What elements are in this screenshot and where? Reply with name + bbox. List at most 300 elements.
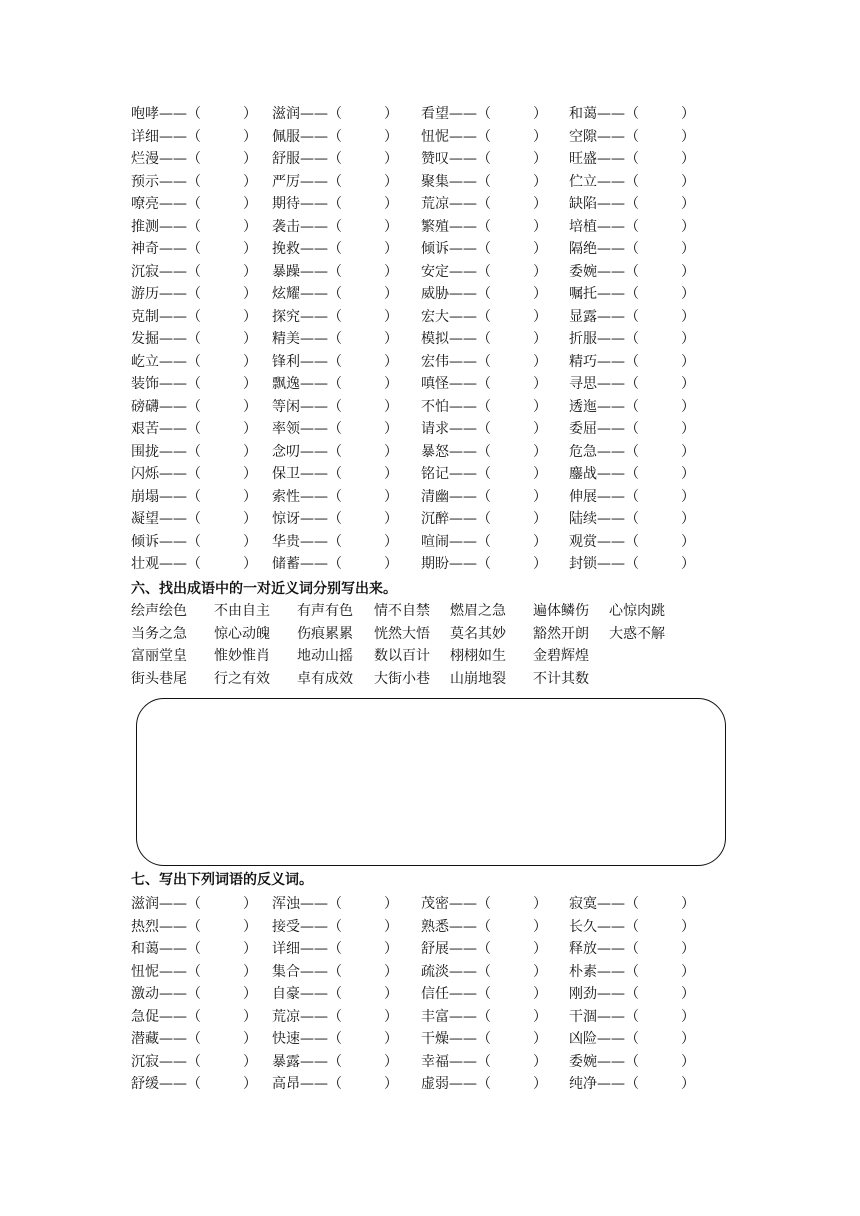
word-blank-item[interactable] (272, 261, 398, 284)
word-blank-item[interactable] (272, 351, 398, 374)
word-blank-item[interactable] (569, 216, 695, 239)
word-blank-item[interactable] (421, 283, 547, 306)
word-label: 繁殖 (421, 218, 449, 235)
word-blank-item[interactable] (272, 306, 398, 329)
word-blank-item[interactable] (131, 261, 257, 284)
answer-blank[interactable]: ——（ ） (597, 263, 695, 280)
antonym-blank-item[interactable] (421, 1006, 547, 1029)
word-blank-item[interactable] (272, 103, 398, 126)
word-blank-item[interactable] (421, 328, 547, 351)
word-label: 模拟 (421, 331, 449, 347)
word-label: 炫耀 (272, 286, 300, 302)
word-blank-item[interactable] (421, 171, 547, 194)
answer-blank[interactable]: ——（ ） (159, 918, 257, 935)
answer-blank[interactable]: ——（ ） (449, 488, 547, 505)
word-label: 聚集 (421, 173, 449, 190)
answer-blank[interactable]: ——（ ） (449, 1031, 547, 1047)
word-blank-item[interactable] (272, 553, 398, 576)
answer-blank[interactable]: ——（ ） (449, 556, 547, 572)
word-label: 高昂 (272, 1076, 300, 1092)
word-blank-item[interactable] (421, 531, 547, 554)
answer-blank[interactable]: ——（ ） (449, 986, 547, 1002)
answer-blank[interactable]: ——（ ） (597, 376, 695, 392)
word-blank-item[interactable] (569, 441, 695, 464)
antonym-blank-item[interactable] (272, 916, 398, 939)
answer-blank[interactable]: ——（ ） (597, 1076, 695, 1092)
answer-blank[interactable]: ——（ ） (597, 308, 695, 325)
word-blank-item[interactable] (421, 306, 547, 329)
word-blank-item[interactable] (569, 328, 695, 351)
antonym-blank-item[interactable] (569, 916, 695, 939)
answer-blank[interactable]: ——（ ） (597, 331, 695, 347)
word-blank-item[interactable] (131, 103, 257, 126)
answer-blank[interactable]: ——（ ） (300, 941, 398, 957)
word-label: 率领 (272, 421, 300, 437)
answer-blank[interactable]: ——（ ） (300, 173, 398, 190)
word-blank-item[interactable] (569, 531, 695, 554)
answer-blank[interactable]: ——（ ） (159, 963, 257, 980)
word-label: 危急 (569, 443, 597, 460)
antonym-blank-item[interactable] (569, 1051, 695, 1074)
answer-blank[interactable]: ——（ ） (300, 1008, 398, 1025)
answer-blank[interactable]: ——（ ） (159, 376, 257, 392)
answer-blank[interactable]: ——（ ） (159, 263, 257, 280)
word-blank-item[interactable] (272, 283, 398, 306)
answer-blank[interactable]: ——（ ） (159, 511, 257, 527)
antonym-blank-item[interactable] (272, 961, 398, 984)
antonym-blank-item[interactable] (569, 1028, 695, 1051)
word-label: 索性 (272, 488, 300, 505)
antonym-blank-item[interactable] (131, 916, 257, 939)
answer-blank[interactable]: ——（ ） (449, 443, 547, 460)
word-label: 安定 (421, 263, 449, 280)
word-blank-item[interactable] (272, 171, 398, 194)
word-label: 烂漫 (131, 151, 159, 167)
answer-blank[interactable]: ——（ ） (449, 1008, 547, 1025)
word-label: 期盼 (421, 556, 449, 572)
idiom: 莫名其妙 (450, 625, 506, 642)
word-label: 嘱托 (569, 286, 597, 302)
antonym-blank-item[interactable] (131, 1051, 257, 1074)
antonym-blank-item[interactable] (272, 1028, 398, 1051)
idiom: 不由自主 (214, 603, 270, 619)
word-blank-item[interactable] (131, 328, 257, 351)
answer-blank[interactable]: ——（ ） (300, 896, 398, 912)
antonym-blank-item[interactable] (569, 893, 695, 916)
antonym-blank-item[interactable] (131, 1006, 257, 1029)
word-blank-item[interactable] (272, 148, 398, 171)
word-blank-item[interactable] (131, 373, 257, 396)
word-label: 等闲 (272, 398, 300, 415)
answer-blank[interactable]: ——（ ） (597, 151, 695, 167)
word-label: 惊讶 (272, 511, 300, 527)
answer-blank[interactable]: ——（ ） (300, 918, 398, 935)
idiom: 情不自禁 (374, 603, 430, 619)
antonym-blank-item[interactable] (272, 1051, 398, 1074)
answer-blank[interactable]: ——（ ） (159, 218, 257, 235)
word-label: 暴怒 (421, 443, 449, 460)
word-label: 飘逸 (272, 376, 300, 392)
word-blank-item[interactable] (421, 193, 547, 216)
word-blank-item[interactable] (421, 418, 547, 441)
answer-blank[interactable]: ——（ ） (597, 1008, 695, 1025)
answer-blank[interactable]: ——（ ） (300, 443, 398, 460)
word-blank-item[interactable] (569, 486, 695, 509)
antonym-blank-item[interactable] (569, 938, 695, 961)
word-label: 期待 (272, 196, 300, 212)
antonym-blank-item[interactable] (131, 938, 257, 961)
answer-blank[interactable]: ——（ ） (597, 556, 695, 572)
answer-blank[interactable]: ——（ ） (449, 218, 547, 235)
answer-blank[interactable]: ——（ ） (597, 963, 695, 980)
answer-blank[interactable]: ——（ ） (159, 466, 257, 482)
word-label: 看望 (421, 106, 449, 122)
answer-blank[interactable]: ——（ ） (159, 443, 257, 460)
word-label: 艰苦 (131, 421, 159, 437)
answer-blank[interactable]: ——（ ） (159, 533, 257, 550)
word-blank-item[interactable] (131, 531, 257, 554)
idiom: 伤痕累累 (297, 625, 353, 642)
answer-blank[interactable]: ——（ ） (159, 241, 257, 257)
answer-blank[interactable]: ——（ ） (159, 398, 257, 415)
answer-blank[interactable]: ——（ ） (159, 308, 257, 325)
word-blank-item[interactable] (131, 553, 257, 576)
word-label: 精美 (272, 331, 300, 347)
answer-blank[interactable]: ——（ ） (597, 918, 695, 935)
antonym-blank-item[interactable] (272, 1006, 398, 1029)
antonym-blank-item[interactable] (421, 961, 547, 984)
word-label: 严厉 (272, 173, 300, 190)
idiom: 豁然开朗 (533, 625, 589, 642)
word-blank-item[interactable] (569, 418, 695, 441)
word-blank-item[interactable] (421, 351, 547, 374)
answer-blank[interactable]: ——（ ） (449, 106, 547, 122)
word-label: 委屈 (569, 421, 597, 437)
answer-blank[interactable]: ——（ ） (597, 106, 695, 122)
answer-blank[interactable]: ——（ ） (597, 466, 695, 482)
section7-title: 七、写出下列词语的反义词。 (131, 872, 313, 888)
idiom: 卓有成效 (297, 670, 353, 687)
answer-blank[interactable]: ——（ ） (300, 1053, 398, 1070)
answer-blank[interactable]: ——（ ） (159, 488, 257, 505)
word-blank-item[interactable] (272, 463, 398, 486)
antonym-blank-item[interactable] (272, 893, 398, 916)
word-label: 潜藏 (131, 1031, 159, 1047)
word-label: 威胁 (421, 286, 449, 302)
answer-blank[interactable]: ——（ ） (159, 286, 257, 302)
answer-blank[interactable]: ——（ ） (597, 421, 695, 437)
answer-blank[interactable]: ——（ ） (300, 151, 398, 167)
word-blank-item[interactable] (569, 238, 695, 261)
answer-blank[interactable]: ——（ ） (597, 488, 695, 505)
word-label: 凶险 (569, 1031, 597, 1047)
answer-blank[interactable]: ——（ ） (300, 398, 398, 415)
word-blank-item[interactable] (131, 351, 257, 374)
antonym-blank-item[interactable] (272, 983, 398, 1006)
idiom: 街头巷尾 (131, 670, 187, 687)
word-blank-item[interactable] (131, 396, 257, 419)
answer-blank[interactable]: ——（ ） (449, 286, 547, 302)
answer-blank[interactable]: ——（ ） (159, 986, 257, 1002)
answer-blank[interactable]: ——（ ） (159, 128, 257, 145)
answer-blank[interactable]: ——（ ） (449, 1053, 547, 1070)
answer-blank[interactable]: ——（ ） (159, 196, 257, 212)
word-blank-item[interactable] (131, 193, 257, 216)
answer-box[interactable] (136, 698, 726, 866)
idiom: 金碧辉煌 (533, 648, 589, 664)
word-blank-item[interactable] (272, 328, 398, 351)
answer-blank[interactable]: ——（ ） (300, 376, 398, 392)
answer-blank[interactable]: ——（ ） (449, 331, 547, 347)
word-blank-item[interactable] (272, 441, 398, 464)
answer-blank[interactable]: ——（ ） (449, 1076, 547, 1092)
answer-blank[interactable]: ——（ ） (159, 1076, 257, 1092)
antonym-blank-item[interactable] (421, 1051, 547, 1074)
word-label: 游历 (131, 286, 159, 302)
word-blank-item[interactable] (421, 261, 547, 284)
word-label: 隔绝 (569, 241, 597, 257)
word-blank-item[interactable] (131, 216, 257, 239)
answer-blank[interactable]: ——（ ） (159, 331, 257, 347)
answer-blank[interactable]: ——（ ） (300, 986, 398, 1002)
word-blank-item[interactable] (421, 441, 547, 464)
word-blank-item[interactable] (131, 508, 257, 531)
word-blank-item[interactable] (421, 553, 547, 576)
antonym-blank-item[interactable] (131, 1028, 257, 1051)
word-blank-item[interactable] (131, 418, 257, 441)
word-blank-item[interactable] (421, 148, 547, 171)
answer-blank[interactable]: ——（ ） (300, 106, 398, 122)
word-blank-item[interactable] (569, 148, 695, 171)
answer-blank[interactable]: ——（ ） (449, 466, 547, 482)
answer-blank[interactable]: ——（ ） (597, 128, 695, 145)
answer-blank[interactable]: ——（ ） (159, 421, 257, 437)
word-blank-item[interactable] (569, 396, 695, 419)
antonym-blank-item[interactable] (131, 961, 257, 984)
answer-blank[interactable]: ——（ ） (300, 421, 398, 437)
answer-blank[interactable]: ——（ ） (449, 941, 547, 957)
word-blank-item[interactable] (569, 283, 695, 306)
word-label: 荒凉 (421, 196, 449, 212)
answer-blank[interactable]: ——（ ） (300, 196, 398, 212)
answer-blank[interactable]: ——（ ） (300, 466, 398, 482)
word-label: 详细 (272, 941, 300, 957)
answer-blank[interactable]: ——（ ） (159, 173, 257, 190)
answer-blank[interactable]: ——（ ） (449, 896, 547, 912)
answer-blank[interactable]: ——（ ） (597, 1053, 695, 1070)
word-blank-item[interactable] (421, 486, 547, 509)
word-blank-item[interactable] (131, 283, 257, 306)
word-label: 宏大 (421, 308, 449, 325)
answer-blank[interactable]: ——（ ） (597, 941, 695, 957)
answer-blank[interactable]: ——（ ） (449, 263, 547, 280)
word-blank-item[interactable] (272, 508, 398, 531)
answer-blank[interactable]: ——（ ） (449, 963, 547, 980)
answer-blank[interactable]: ——（ ） (449, 128, 547, 145)
answer-blank[interactable]: ——（ ） (300, 556, 398, 572)
word-blank-item[interactable] (569, 126, 695, 149)
answer-blank[interactable]: ——（ ） (449, 173, 547, 190)
answer-blank[interactable]: ——（ ） (449, 533, 547, 550)
answer-blank[interactable]: ——（ ） (159, 353, 257, 370)
answer-blank[interactable]: ——（ ） (597, 353, 695, 370)
antonym-blank-item[interactable] (421, 893, 547, 916)
answer-blank[interactable]: ——（ ） (449, 151, 547, 167)
antonym-blank-item[interactable] (569, 961, 695, 984)
word-label: 推测 (131, 218, 159, 235)
answer-blank[interactable]: ——（ ） (449, 421, 547, 437)
word-label: 滋润 (131, 896, 159, 912)
answer-blank[interactable]: ——（ ） (597, 196, 695, 212)
antonym-blank-item[interactable] (272, 938, 398, 961)
answer-blank[interactable]: ——（ ） (300, 1031, 398, 1047)
word-blank-item[interactable] (569, 171, 695, 194)
answer-blank[interactable]: ——（ ） (597, 398, 695, 415)
word-blank-item[interactable] (421, 373, 547, 396)
answer-blank[interactable]: ——（ ） (300, 1076, 398, 1092)
word-label: 神奇 (131, 241, 159, 257)
word-blank-item[interactable] (272, 531, 398, 554)
answer-blank[interactable]: ——（ ） (159, 941, 257, 957)
word-label: 封锁 (569, 556, 597, 572)
word-blank-item[interactable] (272, 418, 398, 441)
antonym-blank-item[interactable] (421, 1073, 547, 1096)
answer-blank[interactable]: ——（ ） (300, 241, 398, 257)
word-blank-item[interactable] (131, 148, 257, 171)
answer-blank[interactable]: ——（ ） (300, 353, 398, 370)
answer-blank[interactable]: ——（ ） (159, 1008, 257, 1025)
word-blank-item[interactable] (272, 396, 398, 419)
antonym-blank-item[interactable] (421, 983, 547, 1006)
answer-blank[interactable]: ——（ ） (300, 128, 398, 145)
word-label: 沉醉 (421, 511, 449, 527)
word-blank-item[interactable] (569, 508, 695, 531)
word-label: 长久 (569, 918, 597, 935)
word-blank-item[interactable] (421, 463, 547, 486)
answer-blank[interactable]: ——（ ） (300, 533, 398, 550)
answer-blank[interactable]: ——（ ） (159, 1031, 257, 1047)
antonym-blank-item[interactable] (569, 1006, 695, 1029)
word-blank-item[interactable] (131, 238, 257, 261)
word-blank-item[interactable] (272, 486, 398, 509)
word-label: 朴素 (569, 963, 597, 980)
word-blank-item[interactable] (569, 306, 695, 329)
answer-blank[interactable]: ——（ ） (597, 241, 695, 257)
word-label: 信任 (421, 986, 449, 1002)
word-blank-item[interactable] (131, 126, 257, 149)
answer-blank[interactable]: ——（ ） (300, 511, 398, 527)
antonym-blank-item[interactable] (421, 938, 547, 961)
word-blank-item[interactable] (131, 463, 257, 486)
word-blank-item[interactable] (421, 238, 547, 261)
antonym-blank-item[interactable] (421, 1028, 547, 1051)
antonym-blank-item[interactable] (131, 1073, 257, 1096)
antonym-blank-item[interactable] (569, 1073, 695, 1096)
answer-blank[interactable]: ——（ ） (300, 218, 398, 235)
answer-blank[interactable]: ——（ ） (597, 286, 695, 302)
answer-blank[interactable]: ——（ ） (159, 1053, 257, 1070)
word-blank-item[interactable] (421, 126, 547, 149)
word-blank-item[interactable] (569, 103, 695, 126)
antonym-blank-item[interactable] (131, 983, 257, 1006)
answer-blank[interactable]: ——（ ） (449, 398, 547, 415)
word-blank-item[interactable] (421, 396, 547, 419)
answer-blank[interactable]: ——（ ） (159, 896, 257, 912)
word-blank-item[interactable] (272, 216, 398, 239)
answer-blank[interactable]: ——（ ） (300, 331, 398, 347)
word-label: 宏伟 (421, 353, 449, 370)
word-label: 寂寞 (569, 896, 597, 912)
answer-blank[interactable]: ——（ ） (159, 106, 257, 122)
word-blank-item[interactable] (421, 508, 547, 531)
word-label: 咆哮 (131, 106, 159, 122)
answer-blank[interactable]: ——（ ） (449, 918, 547, 935)
word-label: 闪烁 (131, 466, 159, 482)
word-label: 干燥 (421, 1031, 449, 1047)
word-label: 激动 (131, 986, 159, 1002)
answer-blank[interactable]: ——（ ） (300, 963, 398, 980)
word-blank-item[interactable] (272, 126, 398, 149)
answer-blank[interactable]: ——（ ） (597, 443, 695, 460)
word-blank-item[interactable] (131, 171, 257, 194)
word-blank-item[interactable] (569, 373, 695, 396)
answer-blank[interactable]: ——（ ） (597, 173, 695, 190)
answer-blank[interactable]: ——（ ） (597, 986, 695, 1002)
answer-blank[interactable]: ——（ ） (449, 241, 547, 257)
word-label: 显露 (569, 308, 597, 325)
word-blank-item[interactable] (569, 553, 695, 576)
antonym-blank-item[interactable] (421, 916, 547, 939)
answer-blank[interactable]: ——（ ） (159, 556, 257, 572)
answer-blank[interactable]: ——（ ） (449, 308, 547, 325)
answer-blank[interactable]: ——（ ） (597, 533, 695, 550)
word-blank-item[interactable] (569, 193, 695, 216)
answer-blank[interactable]: ——（ ） (159, 151, 257, 167)
answer-blank[interactable]: ——（ ） (597, 218, 695, 235)
antonym-blank-item[interactable] (131, 893, 257, 916)
word-label: 锋利 (272, 353, 300, 370)
word-blank-item[interactable] (421, 103, 547, 126)
antonym-blank-item[interactable] (569, 983, 695, 1006)
word-blank-item[interactable] (272, 373, 398, 396)
answer-blank[interactable]: ——（ ） (449, 511, 547, 527)
word-blank-item[interactable] (272, 193, 398, 216)
word-blank-item[interactable] (569, 351, 695, 374)
answer-blank[interactable]: ——（ ） (597, 1031, 695, 1047)
answer-blank[interactable]: ——（ ） (300, 286, 398, 302)
word-blank-item[interactable] (569, 463, 695, 486)
answer-blank[interactable]: ——（ ） (300, 488, 398, 505)
word-blank-item[interactable] (131, 486, 257, 509)
answer-blank[interactable]: ——（ ） (449, 353, 547, 370)
answer-blank[interactable]: ——（ ） (597, 896, 695, 912)
answer-blank[interactable]: ——（ ） (449, 376, 547, 392)
antonym-blank-item[interactable] (272, 1073, 398, 1096)
word-blank-item[interactable] (569, 261, 695, 284)
answer-blank[interactable]: ——（ ） (300, 308, 398, 325)
word-blank-item[interactable] (131, 441, 257, 464)
answer-blank[interactable]: ——（ ） (449, 196, 547, 212)
word-label: 围拢 (131, 443, 159, 460)
answer-blank[interactable]: ——（ ） (597, 511, 695, 527)
word-blank-item[interactable] (272, 238, 398, 261)
word-label: 念叨 (272, 443, 300, 460)
idiom: 绘声绘色 (131, 603, 187, 619)
word-blank-item[interactable] (131, 306, 257, 329)
answer-blank[interactable]: ——（ ） (300, 263, 398, 280)
word-label: 陆续 (569, 511, 597, 527)
word-blank-item[interactable] (421, 216, 547, 239)
